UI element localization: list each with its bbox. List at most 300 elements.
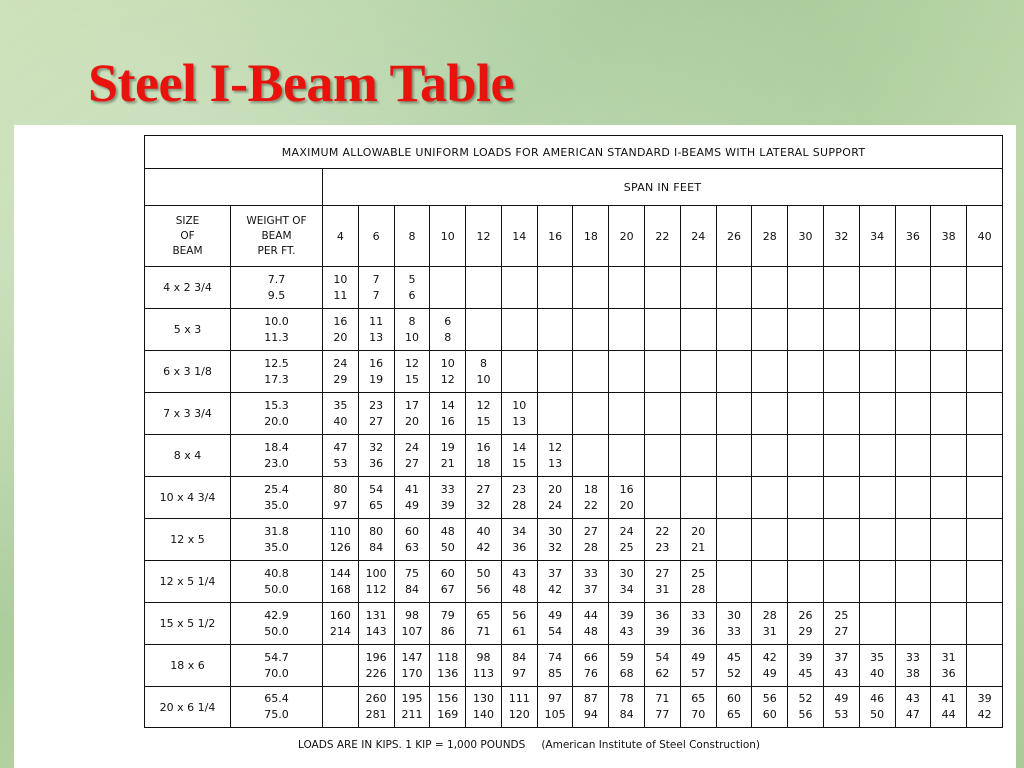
load-value: 42 — [977, 708, 992, 721]
load-cell — [609, 435, 645, 477]
load-value: 65 — [476, 608, 491, 622]
load-value: 49 — [691, 650, 706, 664]
load-value: 41 — [941, 692, 956, 705]
load-value: 29 — [798, 624, 813, 638]
load-cell — [788, 393, 824, 435]
load-value: 110 — [329, 524, 351, 538]
load-cell — [752, 561, 788, 603]
weight-column-header: WEIGHT OF BEAM PER FT. — [231, 206, 323, 267]
load-cell — [430, 519, 466, 561]
load-cell — [859, 351, 895, 393]
load-cell — [394, 561, 430, 603]
load-cell — [823, 687, 859, 728]
load-cell — [788, 561, 824, 603]
load-value: 136 — [437, 666, 459, 680]
load-value: 40 — [870, 666, 885, 680]
load-value: 5 — [408, 272, 416, 286]
load-value: 56 — [762, 692, 777, 705]
load-value: 70 — [691, 708, 706, 721]
load-cell — [609, 519, 645, 561]
beam-weight-cell — [231, 435, 323, 477]
load-cell — [967, 267, 1003, 309]
load-value: 97 — [548, 692, 563, 705]
load-cell — [931, 309, 967, 351]
load-cell — [358, 603, 394, 645]
load-cell — [788, 267, 824, 309]
load-value: 15 — [512, 456, 527, 470]
load-value: 107 — [401, 624, 423, 638]
load-cell — [967, 477, 1003, 519]
load-value: 20 — [619, 498, 634, 512]
load-cell — [466, 309, 502, 351]
load-value: 13 — [548, 456, 563, 470]
table-row — [145, 309, 1003, 351]
load-value: 12 — [548, 440, 563, 454]
load-cell — [609, 645, 645, 687]
load-cell — [859, 561, 895, 603]
load-cell — [609, 351, 645, 393]
load-cell — [823, 309, 859, 351]
load-cell — [859, 603, 895, 645]
load-value: 18 — [583, 482, 598, 496]
load-value: 25 — [834, 608, 849, 622]
load-cell — [859, 435, 895, 477]
beam-weight-cell — [231, 687, 323, 728]
load-cell — [967, 687, 1003, 728]
load-cell — [788, 687, 824, 728]
load-value: 12 — [440, 372, 455, 386]
load-value: 214 — [329, 624, 351, 638]
load-cell — [859, 519, 895, 561]
load-value: 98 — [476, 650, 491, 664]
load-cell — [430, 477, 466, 519]
load-cell — [537, 687, 573, 728]
load-value: 41 — [404, 482, 419, 496]
load-cell — [609, 603, 645, 645]
load-value: 16 — [619, 482, 634, 496]
load-cell — [645, 393, 681, 435]
load-value: 10 — [512, 398, 527, 412]
load-value: 38 — [905, 666, 920, 680]
load-value: 24 — [619, 524, 634, 538]
load-cell — [752, 519, 788, 561]
span-column-header: 30 — [788, 206, 824, 267]
load-cell — [323, 645, 359, 687]
load-value: 84 — [512, 650, 527, 664]
load-value: 27 — [583, 524, 598, 538]
load-cell — [645, 309, 681, 351]
load-cell — [823, 645, 859, 687]
load-cell — [895, 603, 931, 645]
load-value: 36 — [691, 624, 706, 638]
load-value: 49 — [404, 498, 419, 512]
load-cell — [931, 645, 967, 687]
load-value: 56 — [476, 582, 491, 596]
load-value: 24 — [404, 440, 419, 454]
load-cell — [680, 561, 716, 603]
load-cell — [788, 435, 824, 477]
load-value: 50 — [440, 540, 455, 554]
load-value: 54 — [548, 624, 563, 638]
weight-value: 12.5 — [264, 356, 289, 370]
load-value: 17 — [404, 398, 419, 412]
load-cell — [430, 267, 466, 309]
load-cell — [823, 561, 859, 603]
load-value: 54 — [655, 650, 670, 664]
load-value: 22 — [655, 524, 670, 538]
load-cell — [537, 393, 573, 435]
load-value: 36 — [369, 456, 384, 470]
load-cell — [609, 561, 645, 603]
load-cell — [501, 687, 537, 728]
beam-size-cell: 12 x 5 1/4 — [145, 561, 231, 603]
load-cell — [323, 309, 359, 351]
load-cell — [394, 645, 430, 687]
load-cell — [609, 267, 645, 309]
load-cell — [501, 393, 537, 435]
load-value: 39 — [440, 498, 455, 512]
load-cell — [537, 267, 573, 309]
load-value: 74 — [548, 650, 563, 664]
weight-value: 7.7 — [267, 272, 286, 286]
beam-size-cell: 18 x 6 — [145, 645, 231, 687]
load-value: 60 — [440, 566, 455, 580]
span-column-header: 32 — [823, 206, 859, 267]
load-value: 53 — [333, 456, 348, 470]
load-value: 50 — [476, 566, 491, 580]
load-cell — [501, 351, 537, 393]
beam-weight-cell — [231, 477, 323, 519]
load-value: 100 — [365, 566, 387, 580]
load-value: 118 — [437, 650, 459, 664]
load-cell — [716, 687, 752, 728]
load-cell — [823, 477, 859, 519]
load-cell — [645, 435, 681, 477]
load-value: 68 — [619, 666, 634, 680]
beam-weight-cell — [231, 603, 323, 645]
load-cell — [430, 393, 466, 435]
load-cell — [501, 435, 537, 477]
load-value: 44 — [941, 708, 956, 721]
load-cell — [931, 603, 967, 645]
load-cell — [895, 561, 931, 603]
load-value: 35 — [870, 650, 885, 664]
column-header-row — [145, 206, 1003, 267]
load-value: 15 — [476, 414, 491, 428]
beam-weight-cell — [231, 267, 323, 309]
load-cell — [931, 477, 967, 519]
load-cell — [323, 393, 359, 435]
load-value: 7 — [372, 272, 380, 286]
load-value: 61 — [512, 624, 527, 638]
load-cell — [895, 477, 931, 519]
load-value: 50 — [870, 708, 885, 721]
load-value: 111 — [508, 692, 530, 705]
load-cell — [859, 645, 895, 687]
load-cell — [573, 519, 609, 561]
load-cell — [895, 687, 931, 728]
weight-value: 35.0 — [264, 540, 289, 554]
header-spacer — [145, 169, 323, 206]
load-value: 98 — [404, 608, 419, 622]
load-cell — [752, 687, 788, 728]
load-cell — [931, 351, 967, 393]
load-value: 10 — [404, 330, 419, 344]
weight-value: 20.0 — [264, 414, 289, 428]
load-value: 23 — [369, 398, 384, 412]
load-cell — [895, 645, 931, 687]
load-cell — [823, 393, 859, 435]
load-cell — [466, 351, 502, 393]
beam-weight-cell — [231, 309, 323, 351]
load-cell — [537, 561, 573, 603]
load-cell — [323, 477, 359, 519]
load-value: 34 — [512, 524, 527, 538]
load-value: 169 — [437, 708, 459, 721]
load-value: 49 — [548, 608, 563, 622]
weight-value: 23.0 — [264, 456, 289, 470]
load-cell — [573, 393, 609, 435]
load-cell — [394, 519, 430, 561]
load-value: 10 — [440, 356, 455, 370]
load-value: 36 — [655, 608, 670, 622]
load-cell — [823, 267, 859, 309]
load-value: 27 — [476, 482, 491, 496]
footnote-source: (American Institute of Steel Construction) — [541, 739, 761, 751]
load-cell — [358, 687, 394, 728]
load-value: 28 — [762, 608, 777, 622]
load-cell — [716, 267, 752, 309]
load-value: 23 — [655, 540, 670, 554]
load-cell — [680, 435, 716, 477]
load-value: 7 — [372, 288, 380, 302]
load-value: 44 — [583, 608, 598, 622]
load-cell — [466, 561, 502, 603]
load-value: 39 — [798, 650, 813, 664]
load-cell — [430, 435, 466, 477]
load-cell — [895, 267, 931, 309]
load-cell — [466, 603, 502, 645]
load-cell — [394, 351, 430, 393]
load-cell — [716, 393, 752, 435]
load-cell — [573, 309, 609, 351]
load-value: 71 — [655, 692, 670, 705]
load-cell — [680, 645, 716, 687]
weight-value: 9.5 — [267, 288, 286, 302]
load-value: 16 — [476, 440, 491, 454]
load-cell — [788, 477, 824, 519]
load-value: 29 — [333, 372, 348, 386]
load-cell — [466, 477, 502, 519]
load-cell — [680, 351, 716, 393]
load-value: 80 — [369, 524, 384, 538]
table-row — [145, 267, 1003, 309]
load-value: 140 — [473, 708, 495, 721]
load-cell — [358, 477, 394, 519]
beam-weight-cell — [231, 351, 323, 393]
load-value: 77 — [655, 708, 670, 721]
load-cell — [609, 477, 645, 519]
load-value: 76 — [583, 666, 598, 680]
table-row — [145, 603, 1003, 645]
load-cell — [394, 477, 430, 519]
load-value: 84 — [404, 582, 419, 596]
load-cell — [716, 477, 752, 519]
table-row — [145, 519, 1003, 561]
load-value: 28 — [512, 498, 527, 512]
load-cell — [752, 645, 788, 687]
table-row — [145, 477, 1003, 519]
load-value: 52 — [726, 666, 741, 680]
weight-value: 15.3 — [264, 398, 289, 412]
load-cell — [716, 309, 752, 351]
span-column-header: 20 — [609, 206, 645, 267]
load-cell — [394, 603, 430, 645]
load-cell — [967, 603, 1003, 645]
load-cell — [931, 267, 967, 309]
load-value: 60 — [762, 708, 777, 721]
load-value: 40 — [333, 414, 348, 428]
load-value: 16 — [369, 356, 384, 370]
load-value: 27 — [655, 566, 670, 580]
load-cell — [537, 351, 573, 393]
load-cell — [430, 351, 466, 393]
load-value: 97 — [333, 498, 348, 512]
weight-value: 50.0 — [264, 582, 289, 596]
load-value: 143 — [365, 624, 387, 638]
load-cell — [645, 519, 681, 561]
beam-table-container — [144, 135, 1002, 728]
load-cell — [931, 435, 967, 477]
load-cell — [716, 603, 752, 645]
load-value: 12 — [476, 398, 491, 412]
beam-size-cell: 4 x 2 3/4 — [145, 267, 231, 309]
table-row — [145, 435, 1003, 477]
load-cell — [323, 351, 359, 393]
load-cell — [645, 645, 681, 687]
load-cell — [931, 393, 967, 435]
load-value: 25 — [619, 540, 634, 554]
load-cell — [716, 435, 752, 477]
load-cell — [680, 309, 716, 351]
load-value: 8 — [444, 330, 452, 344]
load-value: 66 — [583, 650, 598, 664]
load-cell — [537, 603, 573, 645]
load-cell — [859, 309, 895, 351]
table-row — [145, 645, 1003, 687]
weight-value: 35.0 — [264, 498, 289, 512]
load-cell — [752, 435, 788, 477]
load-value: 131 — [365, 608, 387, 622]
load-cell — [573, 267, 609, 309]
load-cell — [823, 435, 859, 477]
load-value: 281 — [365, 708, 387, 721]
load-value: 43 — [619, 624, 634, 638]
beam-size-cell: 20 x 6 1/4 — [145, 687, 231, 728]
size-column-header: SIZE OF BEAM — [145, 206, 231, 267]
span-column-header: 24 — [680, 206, 716, 267]
load-value: 10 — [476, 372, 491, 386]
load-value: 35 — [333, 398, 348, 412]
load-value: 13 — [512, 414, 527, 428]
load-cell — [466, 435, 502, 477]
load-value: 31 — [655, 582, 670, 596]
load-value: 79 — [440, 608, 455, 622]
load-cell — [859, 477, 895, 519]
load-cell — [895, 519, 931, 561]
load-cell — [716, 561, 752, 603]
load-cell — [501, 603, 537, 645]
load-value: 160 — [329, 608, 351, 622]
load-value: 30 — [726, 608, 741, 622]
load-value: 19 — [440, 440, 455, 454]
load-cell — [967, 519, 1003, 561]
load-cell — [967, 351, 1003, 393]
footnote-units: LOADS ARE IN KIPS. 1 KIP = 1,000 POUNDS — [298, 739, 526, 751]
load-value: 65 — [691, 692, 706, 705]
load-value: 49 — [834, 692, 849, 705]
load-value: 113 — [473, 666, 495, 680]
load-cell — [501, 309, 537, 351]
load-value: 28 — [583, 540, 598, 554]
load-value: 31 — [762, 624, 777, 638]
load-cell — [323, 561, 359, 603]
load-cell — [823, 351, 859, 393]
load-value: 24 — [333, 356, 348, 370]
load-cell — [430, 603, 466, 645]
load-cell — [859, 687, 895, 728]
load-value: 37 — [548, 566, 563, 580]
load-cell — [501, 645, 537, 687]
load-value: 21 — [691, 540, 706, 554]
load-cell — [573, 603, 609, 645]
load-value: 97 — [512, 666, 527, 680]
span-column-header: 22 — [645, 206, 681, 267]
load-cell — [358, 519, 394, 561]
load-value: 42 — [548, 582, 563, 596]
load-cell — [358, 645, 394, 687]
load-value: 126 — [329, 540, 351, 554]
load-value: 86 — [440, 624, 455, 638]
load-cell — [323, 687, 359, 728]
load-value: 105 — [544, 708, 566, 721]
load-value: 11 — [369, 314, 384, 328]
load-value: 27 — [404, 456, 419, 470]
load-cell — [501, 267, 537, 309]
weight-value: 10.0 — [264, 314, 289, 328]
load-value: 59 — [619, 650, 634, 664]
load-value: 8 — [408, 314, 416, 328]
load-cell — [573, 687, 609, 728]
load-cell — [537, 645, 573, 687]
load-cell — [859, 393, 895, 435]
load-cell — [573, 645, 609, 687]
load-cell — [609, 393, 645, 435]
load-cell — [394, 435, 430, 477]
load-value: 28 — [691, 582, 706, 596]
load-value: 34 — [619, 582, 634, 596]
load-value: 27 — [369, 414, 384, 428]
load-value: 31 — [941, 650, 956, 664]
load-value: 63 — [404, 540, 419, 554]
span-column-header: 6 — [358, 206, 394, 267]
beam-size-cell: 7 x 3 3/4 — [145, 393, 231, 435]
load-cell — [537, 435, 573, 477]
load-value: 16 — [440, 414, 455, 428]
load-cell — [466, 393, 502, 435]
load-value: 19 — [369, 372, 384, 386]
span-column-header: 28 — [752, 206, 788, 267]
